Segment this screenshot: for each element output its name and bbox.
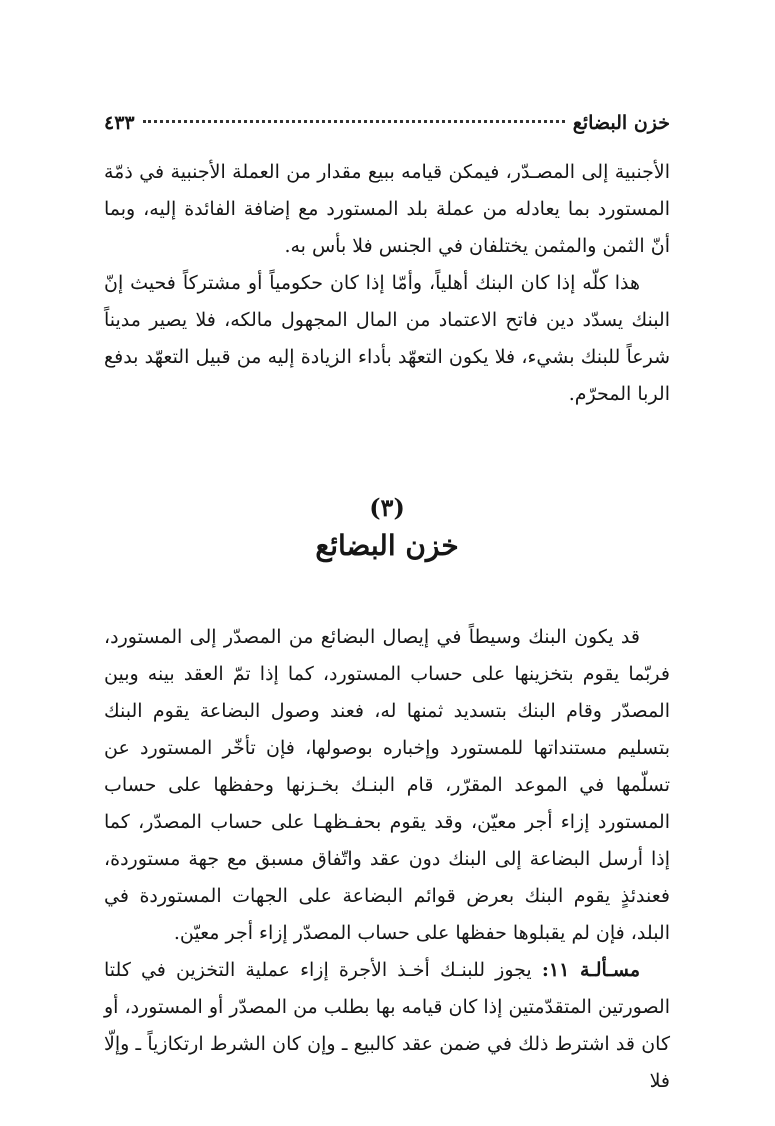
header-title: خزن البضائع (572, 112, 670, 134)
issue-paragraph (104, 952, 670, 1100)
section-title: خزن البضائع (315, 529, 459, 562)
dot-leader (143, 120, 565, 123)
section-number: (٣) (369, 493, 405, 522)
book-page (104, 112, 670, 1100)
paragraph-bank-type: هذا كلّه إذا كان البنك أهلياً، وأمّا إذا كان حكومياً أو مشتركاً فحيث إنّ البنك يسدّد دين فاتح الاعتماد من المال المجهول مالكه، فلا يصير مديناً شرعاً للبنك بشيء، فلا يكون التعهّد بأداء الزيادة إليه من قبيل التعهّد بدفع الربا المحرّم. (104, 272, 670, 405)
issue-text: يجوز للبنـك أخـذ الأجرة إزاء عملية التخزين في كلتا الصورتين المتقدّمتين إذا كان قيامه بها بطلب من المصدّر أو المستورد، أو كان قد اشترط ذلك في ضمن عقد كالبيع ـ وإن كان الشرط ارتكازياً ـ وإلّا فلا (104, 959, 670, 1092)
paragraph-continuation: الأجنبية إلى المصـدّر، فيمكن قيامه ببيع مقدار من العملة الأجنبية في ذمّة المستورد بما يعادله من عملة بلد المستورد مع إضافة الفائدة إليه، وبما أنّ الثمن والمثمن يختلفان في الجنس فلا بأس به. (104, 161, 670, 257)
paragraph-storage: قد يكون البنك وسيطاً في إيصال البضائع من المصدّر إلى المستورد، فربّما يقوم بتخزينها على حساب المستورد، كما إذا تمّ العقد بينه وبين المصدّر وقام البنك بتسديد ثمنها له، فعند وصول البضاعة يقوم البنك بتسليم مستنداتها للمستورد وإخباره بوصولها، فإن تأخّر المستورد عن تسلّمها في الموعد المقرّر، قام البنـك بخـزنها وحفظها على حساب المستورد إزاء أجر معيّن، وقد يقوم بحفـظهـا على حساب المصدّر، كما إذا أرسل البضاعة إلى البنك دون عقد واتّفاق مسبق مع جهة مستوردة، فعندئذٍ يقوم البنك بعرض قوائم البضاعة على الجهات المستوردة في البلد، فإن لم يقبلوها حفظها على حساب المصدّر إزاء أجر معيّن. (104, 626, 670, 944)
issue-label: مسـألـة ١١: (541, 959, 640, 981)
page-number: ٤٣٣ (104, 112, 135, 134)
running-header (104, 112, 670, 142)
